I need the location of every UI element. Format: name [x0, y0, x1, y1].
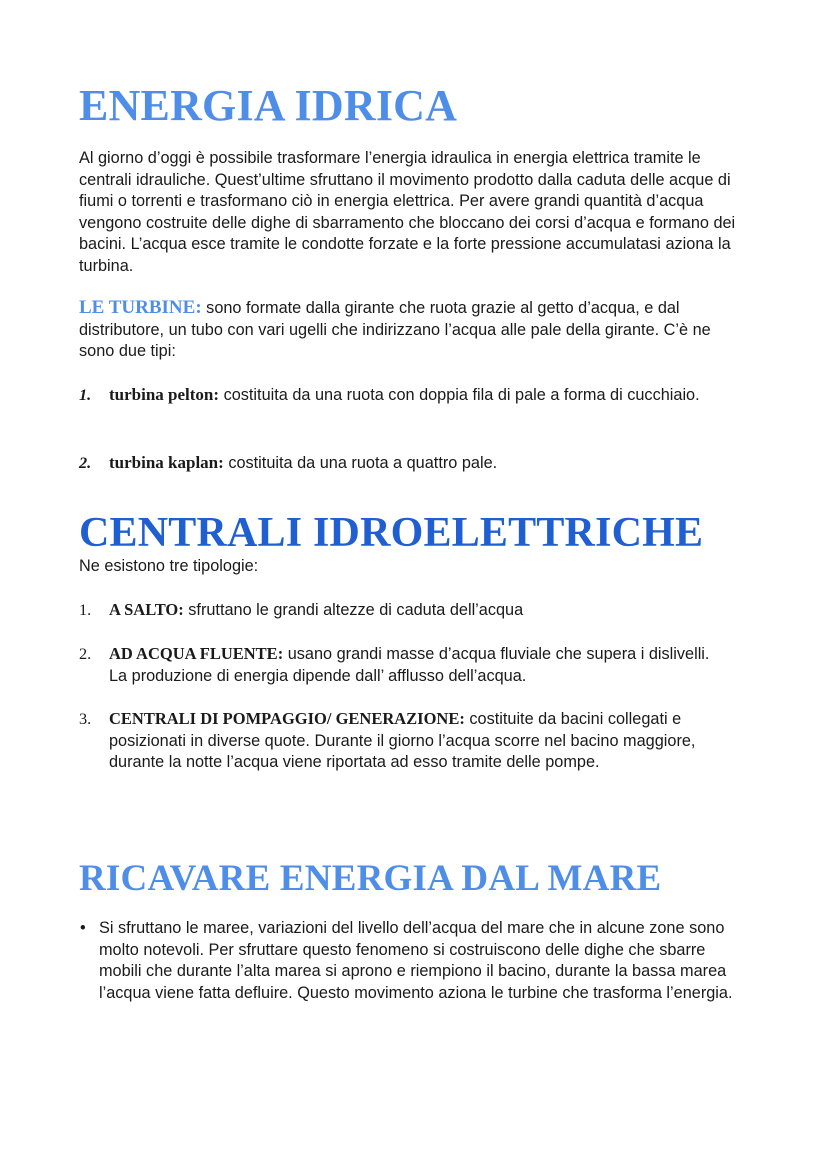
list-item-desc: costituita da una ruota a quattro pale. [223, 454, 498, 472]
list-item-text: Si sfruttano le maree, variazioni del livello dell’acqua del mare che in alcune zone sono molto notevoli. Per sfruttare questo fenomeno si costruiscono delle dighe che sbarre mobili che durante l’alta marea si aprono e riempiono il bacino, durante la bassa marea l’acqua viene fatta defluire. Questo movimento aziona le turbine che trasforma l’energia. [99, 919, 733, 1002]
bullet-list-item [79, 918, 749, 1004]
list-item-term: turbina kaplan: [109, 453, 224, 472]
list-item-text [109, 599, 729, 622]
list-number: 1. [79, 385, 92, 404]
list-item-term: turbina pelton: [109, 385, 220, 404]
list-item-term: A SALTO: [109, 600, 184, 619]
list-item-text [109, 384, 719, 407]
section-title-mare: RICAVARE ENERGIA DAL MARE [79, 858, 662, 899]
list-item-desc: usano grandi masse d’acqua fluviale che supera i dislivelli. La produzione di energia dipende dall’ afflusso dell’acqua. [109, 645, 710, 685]
turbine-list-item [79, 384, 719, 407]
list-item-term: AD ACQUA FLUENTE: [109, 644, 284, 663]
bullet-icon: • [80, 919, 86, 937]
turbines-paragraph [79, 297, 749, 363]
list-number: 2. [79, 644, 92, 663]
list-item-desc: sfruttano le grandi altezze di caduta dell’acqua [183, 601, 524, 619]
section-title-energia-idrica: ENERGIA IDRICA [79, 81, 458, 130]
section-paragraph-energia-idrica: Al giorno d’oggi è possibile trasformare l’energia idraulica in energia elettrica tramite le centrali idrauliche. Quest’ultime sfruttano il movimento prodotto dalla caduta delle acque di fiumi o torrenti e trasformano ciò in energia elettrica. Per avere grandi quantità d’acqua vengono costruite delle dighe di sbarramento che bloccano dei corsi d’acqua e formano dei bacini. L’acqua esce tramite le condotte forzate e la forte pressione accumulatasi aziona la turbina. [79, 149, 736, 275]
list-item-text [109, 452, 719, 475]
section-intro-centrali: Ne esistono tre tipologie: [79, 557, 259, 575]
turbines-label: LE TURBINE: [79, 297, 202, 318]
list-item-desc: costituita da una ruota con doppia fila di pale a forma di cucchiaio. [219, 386, 700, 404]
list-item-text [109, 708, 729, 774]
centrali-list-item [79, 599, 729, 622]
turbines-text: sono formate dalla girante che ruota grazie al getto d’acqua, e dal distributore, un tubo con vari ugelli che indirizzano l’acqua alle pale della girante. C’è ne sono due tipi: [79, 299, 711, 360]
list-number: 1. [79, 600, 92, 619]
centrali-list-item [79, 708, 729, 774]
centrali-list-item [79, 643, 729, 687]
list-item-term: CENTRALI DI POMPAGGIO/ GENERAZIONE: [109, 709, 465, 728]
list-number: 2. [79, 453, 92, 472]
section-title-centrali: CENTRALI IDROELETTRICHE [79, 510, 704, 556]
list-number: 3. [79, 709, 92, 728]
turbine-list-item [79, 452, 719, 475]
list-item-text [109, 643, 729, 687]
list-item-desc: costituite da bacini collegati e posizionati in diverse quote. Durante il giorno l’acqua scorre nel bacino maggiore, durante la notte l’acqua viene riportata ad esso tramite delle pompe. [109, 710, 696, 771]
